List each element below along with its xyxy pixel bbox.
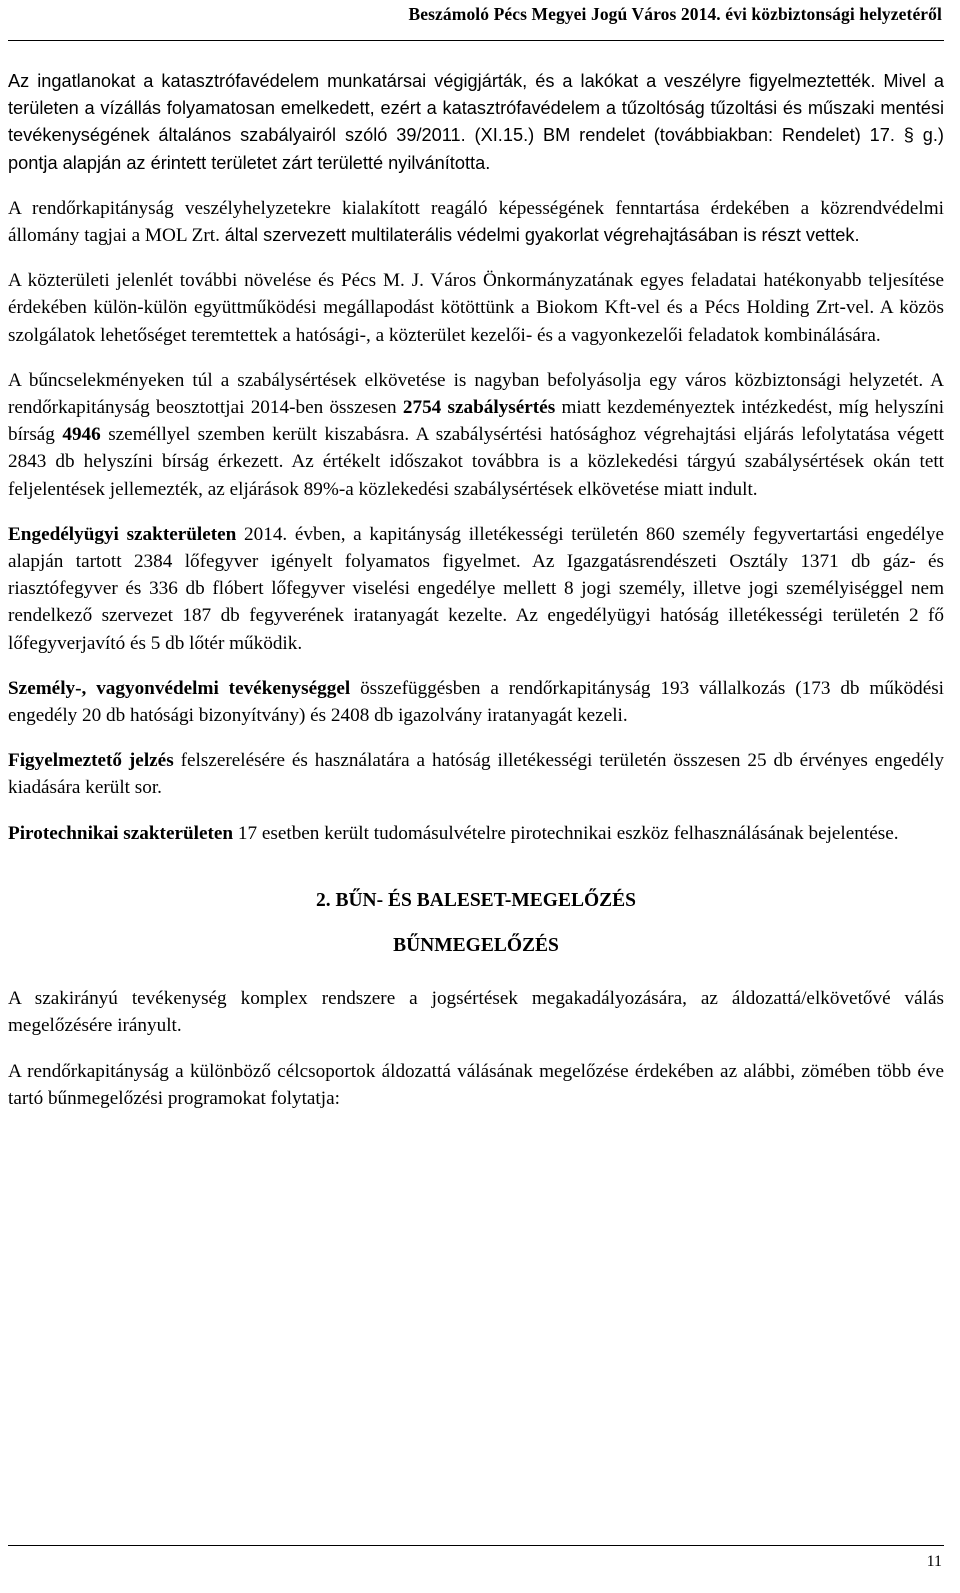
paragraph-alarm xyxy=(8,747,944,801)
running-header: Beszámoló Pécs Megyei Jogú Város 2014. évi közbiztonsági helyzetéről xyxy=(408,4,942,24)
paragraph-public-presence xyxy=(8,267,944,349)
paragraph-offences-b: miatt kezdeményeztek intézkedést, míg helyszíni bírság xyxy=(8,397,945,446)
paragraph-offences xyxy=(8,367,944,503)
section-subheading: BŰNMEGELŐZÉS xyxy=(393,935,559,957)
paragraph-mol-exercise-tail: által szervezett multilaterális védelmi gyakorlat végrehajtásában is részt vettek. xyxy=(224,225,860,246)
paragraph-flood-zone xyxy=(8,68,944,177)
paragraph-public-presence-lead: A közterületi jelenlét további növelése és Pécs M. J. xyxy=(8,270,424,292)
paragraph-alarm-text: felszerelésére és használatára a hatóság illetékességi területén összesen 25 db érvényes engedély kiadására került sor. xyxy=(8,750,944,799)
section-mark: § xyxy=(903,125,914,146)
paragraph-pyrotechnics xyxy=(8,820,944,847)
footer-rule xyxy=(8,1545,944,1546)
paragraph-security-title: Személy-, vagyonvédelmi tevékenységgel xyxy=(8,677,351,699)
paragraph-pyrotechnics-text: 17 esetben került tudomásulvételre pirotechnikai eszköz felhasználásának bejelentése. xyxy=(237,822,899,844)
paragraph-flood-zone-tail: g.) pontja alapján az érintett területet zárt területté nyilvánította. xyxy=(8,125,944,173)
paragraph-public-presence-mid: Város Önkormányzatának egyes feladatai hatékonyabb teljesítése érdekében külön-külön együttműködési megállapodást kötöttünk a Biokom Kft-vel és a Pécs Holding Zrt-vel. xyxy=(8,270,944,319)
paragraph-flood-zone-lead: Az ingatlanokat a katasztrófavédelem munkatársai végigjárták, és a lakókat a veszélyre figyelmeztették. Mivel a területen a vízállás folyamatosan emelkedett, ezért a katasztrófavédelem a tűzoltóság tűzoltási és műszaki mentési tevékenységének általános szabályairól szóló 39/2011. (XI.15.) BM rendelet (továbbiakban: Rendelet) 17. xyxy=(8,71,944,146)
page-content xyxy=(8,68,944,1130)
paragraph-licensing xyxy=(8,521,944,657)
paragraph-prevention-system: A szakirányú tevékenység komplex rendszere a jogsértések megakadályozására, az áldozattá/elkövetővé válás megelőzésére irányult. xyxy=(8,988,944,1037)
header-rule xyxy=(8,40,944,41)
paragraph-mol-exercise xyxy=(8,195,944,249)
paragraph-offences-a: A bűncselekményeken túl a szabálysértések elkövetése is nagyban befolyásolja egy város közbiztonsági helyzetét. A rendőrkapitányság beosztottjai 2014-ben összesen xyxy=(8,369,944,419)
offence-count: 2754 szabálysértés xyxy=(402,397,556,419)
paragraph-security xyxy=(8,675,944,729)
paragraph-mol-exercise-lead: A rendőrkapitányság veszélyhelyzetekre kialakított reagáló képességének fenntartása érdekében a közrendvédelmi állomány tagjai a MOL Zrt. xyxy=(8,197,944,247)
paragraph-prevention-programs: A rendőrkapitányság a különböző célcsoportok áldozattá válásának megelőzése érdekében az alábbi, zömében több éve tartó bűnmegelőzési programokat folytatja: xyxy=(8,1060,944,1109)
paragraph-public-presence-tail: A közös szolgálatok lehetőséget teremtettek a hatósági-, a közterület kezelői- és a vagyonkezelői feladatok kombinálására. xyxy=(8,297,944,346)
paragraph-licensing-text: 2014. évben, a kapitányság illetékességi területén 860 személy fegyvertartási engedélye alapján tartott 2384 lőfegyver igényelt folyamatos figyelmet. Az Igazgatásrendészeti Osztály 1371 db gáz- és riasztófegyver és 336 db flóbert lőfegyver viselési engedélye mellett 8 jogi személy, illetve jogi személyiséggel nem rendelkező szervezet 187 db fegyverének iratanyagát kezelte. Az engedélyügyi hatóság illetékességi területén 2 fő lőfegyverjavító és 5 db lőtér működik. xyxy=(8,523,944,654)
section-heading: 2. BŰN- ÉS BALESET-MEGELŐZÉS xyxy=(315,889,637,911)
paragraph-pyrotechnics-title: Pirotechnikai szakterületen xyxy=(8,822,234,844)
paragraph-licensing-title: Engedélyügyi szakterületen xyxy=(8,523,237,545)
paragraph-offences-c: személlyel szemben került kiszabásra. A szabálysértési hatósághoz végrehajtási eljárás lefolytatása végett 2843 db helyszíni bírság érkezett. Az értékelt időszakot továbbra is a közlekedési tárgyú szabálysértések okán tett feljelentések jellemezték, az eljárások 89%-a közlekedési szabálysértések elkövetése miatt indult. xyxy=(8,424,944,500)
fine-count: 4946 xyxy=(62,424,101,446)
page-number: 11 xyxy=(926,1553,942,1570)
paragraph-alarm-title: Figyelmeztető jelzés xyxy=(8,750,174,772)
paragraph-security-text: összefüggésben a rendőrkapitányság 193 vállalkozás (173 db működési engedély 20 db hatósági bizonyítvány) és 2408 db igazolvány iratanyagát kezeli. xyxy=(8,677,945,727)
